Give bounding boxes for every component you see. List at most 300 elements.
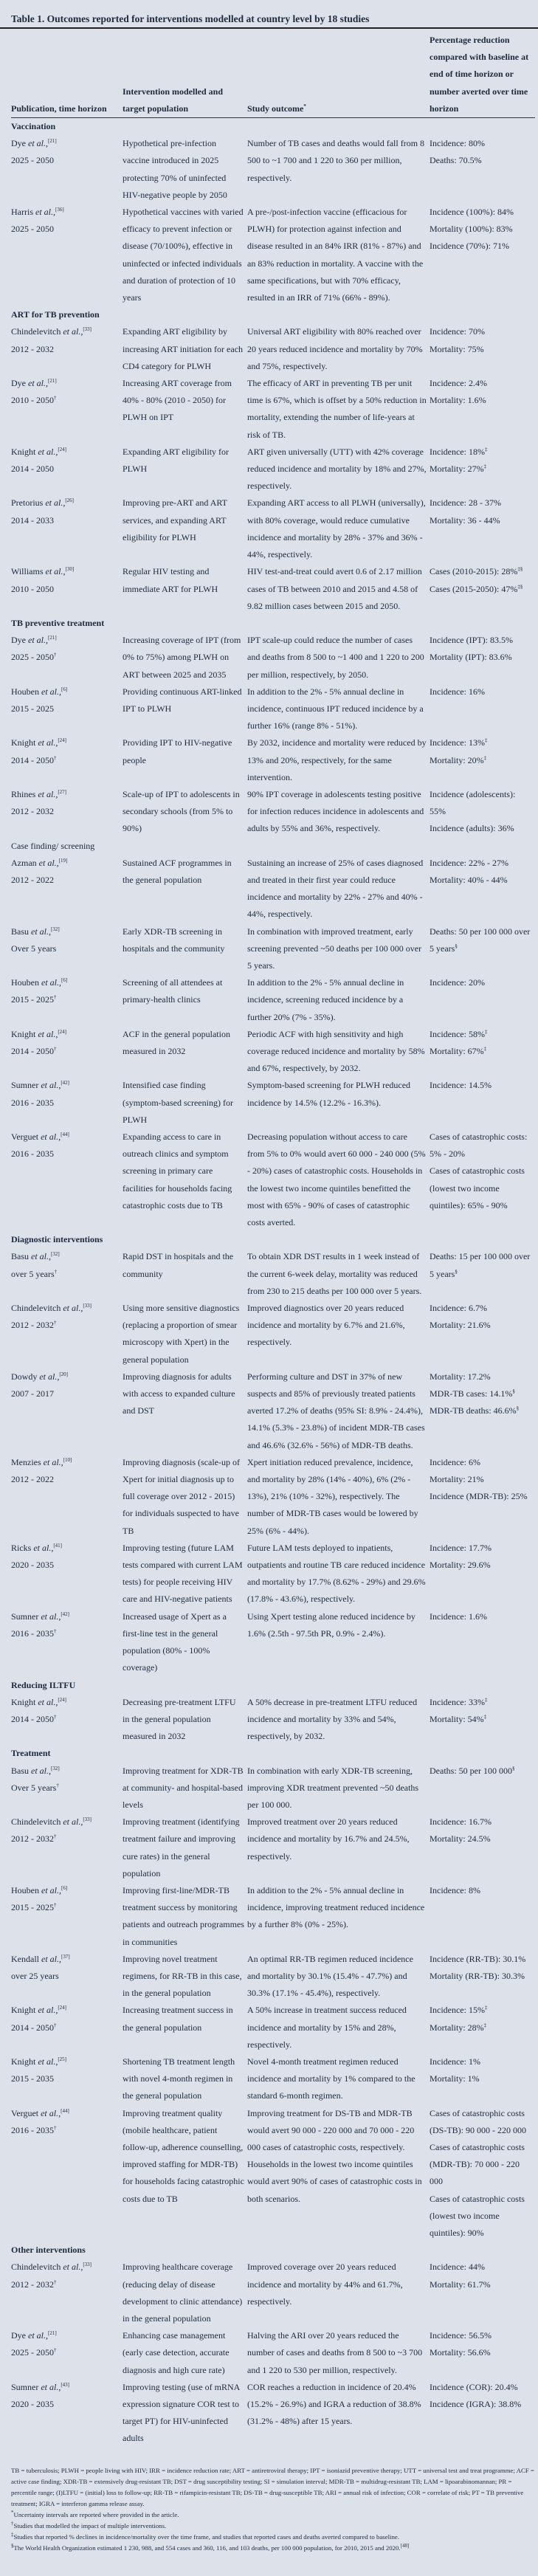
et-al: et al., <box>28 2330 48 2341</box>
intervention-cell: Intensified case finding (symptom-based screening) for PLWH <box>123 1080 233 1125</box>
intervention-cell: Increasing coverage of IPT (from 0% to 75%) among PLWH on ART between 2025 and 2035 <box>123 635 241 680</box>
reduction-text: Mortality: 40% - 44% <box>430 874 508 885</box>
time-horizon <box>11 752 120 769</box>
reduction-item <box>430 1763 532 1780</box>
section-heading: TB preventive treatment <box>11 617 105 628</box>
intervention-cell: Expanding ART eligibility by increasing ART initiation for each CD4 category for PLWH <box>123 326 244 371</box>
reduction-text: Cases of catastrophic costs (DS-TB): 90 000 - 220 000 <box>430 2107 526 2135</box>
table-row <box>11 632 535 683</box>
time-horizon <box>11 649 120 666</box>
author-name: Sumner <box>11 1611 39 1622</box>
footnote-mark: ‡ <box>483 2022 487 2028</box>
intervention-cell: Increasing treatment success in the general population <box>123 2005 233 2033</box>
author-name: Chindelevitch <box>11 1816 61 1828</box>
reduction-item <box>430 495 532 512</box>
footnote <box>11 2510 535 2521</box>
reduction-cell <box>430 1300 535 1368</box>
reduction-item <box>430 341 532 358</box>
et-al: et al., <box>31 1251 51 1262</box>
outcome-cell: A 50% decrease in pre-treatment LTFU reduced incidence and mortality by 33% and 54%, respectively, by 2032. <box>247 1696 418 1742</box>
reduction-text: Incidence: 18% <box>430 446 485 457</box>
reduction-text: Mortality (RR-TB): 30.3% <box>430 1970 525 1981</box>
time-horizon-text: 2014 - 2050 <box>11 1045 54 1056</box>
section-heading: Diagnostic interventions <box>11 1234 103 1245</box>
et-al: et al., <box>38 446 58 457</box>
time-horizon <box>11 2396 120 2413</box>
et-al: et al., <box>63 1816 83 1828</box>
reduction-text: Mortality: 27% <box>430 464 484 475</box>
reference-number: [24] <box>58 446 67 452</box>
time-horizon <box>11 1625 120 1642</box>
footnote-mark: † <box>54 2279 57 2285</box>
reduction-cell <box>430 444 535 495</box>
reduction-text: Mortality (IPT): 83.6% <box>430 652 512 663</box>
reduction-item <box>430 1968 532 1985</box>
table-row <box>11 1454 535 1540</box>
author-name: Menzies <box>11 1456 41 1467</box>
section-heading: Reducing ILTFU <box>11 1679 76 1690</box>
reduction-item <box>430 2070 532 2087</box>
publication-cell <box>11 204 123 306</box>
reduction-item <box>430 152 532 169</box>
footnote-symbol: § <box>11 2542 14 2549</box>
reduction-text: Mortality: 20% <box>430 754 484 765</box>
publication-cell <box>11 375 123 444</box>
reduction-item <box>430 752 532 769</box>
reference-number: [42] <box>61 1611 70 1617</box>
footnote-mark: † <box>54 2022 57 2028</box>
reduction-text: Incidence: 6.7% <box>430 1303 487 1314</box>
footnote-mark: ‡§ <box>517 583 523 590</box>
reduction-item <box>430 2327 532 2344</box>
reduction-item <box>430 1385 532 1402</box>
outcome-cell: Decreasing population without access to care from 5% to 0% would avert 60 000 - 240 000 (5% - 20%) cases of catastrophic costs. Households in the lowest two income quintiles benefitted the most with 65% - 90% of cases of catastrophic costs averted. <box>247 1132 426 1228</box>
reduction-item <box>430 2191 532 2242</box>
intervention-cell: Sustained ACF programmes in the general population <box>123 857 232 885</box>
reduction-cell <box>430 1882 535 1951</box>
publication-author-line <box>11 1540 120 1557</box>
time-horizon <box>11 221 120 238</box>
reference-number: [24] <box>58 737 67 744</box>
reduction-text: Deaths: 50 per 100 000 <box>430 1765 512 1776</box>
time-horizon-text: 2015 - 2035 <box>11 2073 54 2084</box>
publication-cell <box>11 2379 123 2448</box>
publication-author-line <box>11 1763 120 1780</box>
publication-author-line <box>11 2327 120 2344</box>
footnote-text: TB = tuberculosis; PLWH = people living with HIV; IRR = incidence reduction rate; ART = antiretroviral therapy; IPT = isoniazid preventive therapy; UTT = universal test and treat programme; ACF = active case finding; XDR-TB = extensively drug-resistant TB; DST = drug susceptibility testing; SI = simulation interval; MDR-TB = multidrug-resistant TB; LAM = lipoarabinomannan; PR = percentile range; (I)LTFU = (initial) loss to follow-up; RR-TB = rifampicin-resistant TB; DS-TB = drug-susceptible TB; ARI = annual risk of infection; COR = correlate of risk; PT = TB preventive treatment; IGRA = interferon gamma release assay. <box>11 2466 534 2507</box>
reduction-text: Incidence (adolescents): 55% <box>430 788 516 817</box>
et-al: et al., <box>38 1696 58 1707</box>
table-title: Table 1. Outcomes reported for interventions modelled at country level by 18 studies <box>0 9 538 29</box>
et-al: et al., <box>38 1028 58 1039</box>
reference-number: [21] <box>48 138 57 145</box>
reduction-text: Incidence: 28 - 37% <box>430 497 501 509</box>
outcome-cell: In addition to the 2% - 5% annual decline in incidence, improving treatment reduced incidence by a further 8% (0% - 25%). <box>247 1884 425 1930</box>
publication-cell <box>11 563 123 615</box>
footnote-mark: † <box>54 2347 57 2354</box>
reduction-text: Mortality: 56.6% <box>430 2347 491 2358</box>
time-horizon <box>11 1317 120 1334</box>
outcome-cell: By 2032, incidence and mortality were reduced by 13% and 20%, respectively, for the same intervention. <box>247 737 427 782</box>
reduction-text: Incidence: 16.7% <box>430 1816 492 1828</box>
reduction-item <box>430 1043 532 1060</box>
reduction-cell <box>430 2002 535 2053</box>
table-row <box>11 1077 535 1129</box>
author-name: Houben <box>11 977 39 988</box>
outcome-cell: Improved diagnostics over 20 years reduced incidence and mortality by 6.7% and 21.6%, respectively. <box>247 1303 405 1348</box>
publication-author-line <box>11 734 120 751</box>
publication-cell <box>11 1814 123 1882</box>
reduction-cell <box>430 974 535 1026</box>
reduction-text: Mortality: 1% <box>430 2073 480 2084</box>
table-header-row <box>11 29 535 118</box>
reduction-cell <box>430 1814 535 1882</box>
table-row <box>11 2259 535 2327</box>
reduction-cell <box>430 1540 535 1608</box>
reference-number: [43] <box>61 2381 70 2388</box>
reduction-text: Incidence: 80% <box>430 138 485 149</box>
intervention-cell: Improving testing (use of mRNA expression signature COR test to target PT) for HIV-uninfected adults <box>123 2381 240 2444</box>
et-al: et al., <box>43 1456 63 1467</box>
footnote-symbol: ‡ <box>11 2531 14 2538</box>
intervention-cell: Improving diagnosis (scale-up of Xpert for initial diagnosis up to full coverage over 2012 - 2015) for individuals suspected to have TB <box>123 1456 240 1536</box>
publication-author-line <box>11 974 120 991</box>
reduction-cell <box>430 375 535 444</box>
time-horizon-text: 2016 - 2035 <box>11 2124 54 2135</box>
intervention-cell: Improving healthcare coverage (reducing delay of disease development to clinic attendance) in the general population <box>123 2262 243 2324</box>
outcome-cell: Improved treatment over 20 years reduced incidence and mortality by 16.7% and 24.5%, respectively. <box>247 1816 410 1862</box>
intervention-cell: Screening of all attendees at primary-health clinics <box>123 977 223 1005</box>
footnote-text: Studies that modelled the impact of multiple interventions. <box>13 2521 167 2529</box>
table-row <box>11 1129 535 1231</box>
outcome-cell: Performing culture and DST in 37% of new suspects and 85% of previously treated patients averted 17.2% of deaths (95% SI: 8.9% - 24.4%), 14.1% (5.3% - 23.8%) of incident MDR-TB cases and 46.6% (32.6% - 56%) of MDR-TB deaths. <box>247 1371 425 1450</box>
publication-cell <box>11 1368 123 1454</box>
reduction-cell <box>430 1694 535 1746</box>
publication-cell <box>11 495 123 563</box>
publication-author-line <box>11 1300 120 1317</box>
et-al: et al., <box>41 686 61 697</box>
publication-cell <box>11 323 123 375</box>
reduction-text: Cases of catastrophic costs (lowest two income quintiles): 65% - 90% <box>430 1165 525 1210</box>
time-horizon-text: 2014 - 2050 <box>11 2022 54 2033</box>
publication-author-line <box>11 2002 120 2019</box>
reduction-item <box>430 1831 532 1847</box>
reduction-item <box>430 1317 532 1334</box>
reference-number: [33] <box>83 1303 92 1309</box>
reduction-item <box>430 923 532 957</box>
reduction-item <box>430 2379 532 2396</box>
reduction-item <box>430 1402 532 1419</box>
reduction-text: Cases of catastrophic costs (lowest two income quintiles): 90% <box>430 2193 525 2238</box>
publication-cell <box>11 683 123 735</box>
publication-author-line <box>11 1694 120 1711</box>
time-horizon <box>11 1095 120 1112</box>
time-horizon-text: 2016 - 2035 <box>11 1628 54 1639</box>
footnote-mark: § <box>455 943 458 949</box>
intervention-cell: Improving novel treatment regimens, for RR-TB in this case, in the general population <box>123 1953 242 1999</box>
time-horizon <box>11 1968 120 1985</box>
reduction-item <box>430 1608 532 1625</box>
time-horizon-text: 2010 - 2050 <box>11 395 54 406</box>
table-row <box>11 2327 535 2379</box>
et-al: et al., <box>28 138 48 149</box>
publication-cell <box>11 786 123 838</box>
intervention-cell: Providing IPT to HIV-negative people <box>123 737 232 765</box>
reduction-text: Mortality: 17.2% <box>430 1371 491 1382</box>
table-row <box>11 786 535 838</box>
reduction-text: Mortality: 75% <box>430 343 484 354</box>
publication-author-line <box>11 1882 120 1899</box>
footnote-mark: † <box>54 652 57 658</box>
time-horizon <box>11 392 120 409</box>
footnote-mark: ‡ <box>483 464 487 470</box>
reduction-text: Cases (2010-2015): 28% <box>430 566 518 577</box>
time-horizon <box>11 2070 120 2087</box>
footnote-mark: † <box>54 994 57 1001</box>
reference-number: [21] <box>48 2330 57 2337</box>
time-horizon <box>11 1146 120 1163</box>
time-horizon-text: 2012 - 2022 <box>11 874 54 885</box>
time-horizon <box>11 341 120 358</box>
table-row <box>11 1763 535 1814</box>
et-al: et al., <box>41 977 61 988</box>
intervention-cell: Scale-up of IPT to adolescents in secondary schools (from 5% to 90%) <box>123 788 240 834</box>
reduction-text: Mortality: 21% <box>430 1474 484 1485</box>
et-al: et al., <box>41 1884 61 1895</box>
reduction-text: Incidence (RR-TB): 30.1% <box>430 1953 526 1964</box>
reduction-text: Incidence (MDR-TB): 25% <box>430 1491 528 1502</box>
footnote-mark: ‡ <box>483 1713 487 1720</box>
footnote-mark: † <box>54 2124 57 2131</box>
et-al: et al., <box>41 1953 61 1964</box>
time-horizon <box>11 872 120 889</box>
author-name: Basu <box>11 1251 29 1262</box>
outcome-cell: Novel 4-month treatment regimen reduced incidence and mortality by 1% compared to the standard 6-month regimen. <box>247 2056 415 2101</box>
footnote-mark: ‡ <box>484 446 488 452</box>
reduction-item <box>430 2276 532 2293</box>
et-al: et al., <box>63 326 83 337</box>
time-horizon <box>11 1043 120 1060</box>
intervention-cell: Improving treatment for XDR-TB at community- and hospital-based levels <box>123 1765 244 1810</box>
reduction-cell <box>430 923 535 975</box>
author-name: Houben <box>11 1884 39 1895</box>
reduction-item <box>430 974 532 991</box>
reduction-cell <box>430 2053 535 2105</box>
reference-number: [44] <box>61 1132 69 1137</box>
reduction-cell <box>430 1454 535 1540</box>
footnote <box>11 2543 535 2554</box>
reference-number: [24] <box>58 2005 67 2011</box>
time-horizon <box>11 991 120 1008</box>
reduction-item <box>430 2002 532 2019</box>
publication-cell <box>11 1454 123 1540</box>
time-horizon-text: 2014 - 2050 <box>11 754 54 765</box>
time-horizon-text: 2015 - 2025 <box>11 703 54 714</box>
reduction-text: Deaths: 70.5% <box>430 155 482 166</box>
publication-cell <box>11 135 123 204</box>
reduction-item <box>430 1300 532 1317</box>
reduction-item <box>430 392 532 409</box>
author-name: Verguet <box>11 2107 39 2118</box>
table-row <box>11 563 535 615</box>
table-row <box>11 323 535 375</box>
table-row <box>11 2105 535 2242</box>
reduction-text: Incidence: 13% <box>430 737 485 748</box>
intervention-cell: Improving pre-ART and ART services, and expanding ART eligibility for PLWH <box>123 497 227 543</box>
publication-author-line <box>11 632 120 649</box>
footnote-mark: ‡ <box>484 2005 488 2011</box>
reduction-text: Incidence: 70% <box>430 326 485 337</box>
time-horizon <box>11 581 120 598</box>
author-name: Knight <box>11 737 36 748</box>
time-horizon <box>11 1831 120 1847</box>
intervention-cell: Hypothetical pre-infection vaccine introduced in 2025 protecting 70% of uninfected HIV-negative people by 2050 <box>123 138 227 200</box>
table-row <box>11 375 535 444</box>
reduction-text: MDR-TB deaths: 46.6% <box>430 1405 517 1416</box>
reduction-cell <box>430 786 535 838</box>
reference-number: [37] <box>61 1953 70 1960</box>
section-row <box>11 1231 535 1248</box>
publication-cell <box>11 1694 123 1746</box>
outcome-cell: Halving the ARI over 20 years reduced the number of cases and deaths from 8 500 to ~3 700 and 1 220 to 530 per million, respectively. <box>247 2330 423 2375</box>
reference-number: [27] <box>58 788 67 795</box>
publication-cell <box>11 2327 123 2379</box>
intervention-cell: Improving testing (future LAM tests compared with current LAM tests) for people receiving HIV care and HIV-negative patients <box>123 1542 243 1605</box>
author-name: Williams <box>11 566 44 577</box>
table-row <box>11 1814 535 1882</box>
intervention-cell: Using more sensitive diagnostics (replacing a proportion of smear microscopy with Xpert) in the general population <box>123 1303 240 1365</box>
table-body <box>11 118 535 2448</box>
reduction-cell <box>430 135 535 204</box>
et-al: et al., <box>45 497 66 509</box>
outcome-cell: In combination with improved treatment, early screening prevented ~50 deaths per 100 000 over 5 years. <box>247 926 422 971</box>
footnote-mark: ‡§ <box>517 566 523 573</box>
publication-author-line <box>11 1814 120 1831</box>
reduction-text: Incidence: 33% <box>430 1696 485 1707</box>
footnote <box>11 2521 535 2532</box>
intervention-cell: Increasing ART coverage from 40% - 80% (2010 - 2050) for PLWH on IPT <box>123 378 232 423</box>
table-row <box>11 1882 535 1951</box>
reduction-text: Mortality: 1.6% <box>430 395 486 406</box>
intervention-cell: Expanding ART eligibility for PLWH <box>123 446 230 475</box>
footnote-mark: † <box>54 754 57 761</box>
time-horizon-text: 2025 - 2050 <box>11 224 54 235</box>
time-horizon <box>11 2122 120 2139</box>
footnote-mark: § <box>511 1765 515 1771</box>
footnote-mark: † <box>54 395 57 402</box>
reduction-item <box>430 512 532 529</box>
reference-number: [24] <box>58 1028 67 1035</box>
reduction-cell <box>430 855 535 923</box>
reduction-text: Incidence (70%): 71% <box>430 241 509 252</box>
author-name: Pretorius <box>11 497 44 509</box>
reduction-text: Cases (2015-2050): 47% <box>430 583 518 594</box>
time-horizon-text: 2025 - 2050 <box>11 2347 54 2358</box>
reference-number: [33] <box>83 326 92 333</box>
publication-author-line <box>11 855 120 872</box>
et-al: et al., <box>45 566 66 577</box>
publication-cell <box>11 1300 123 1368</box>
intervention-cell: Shortening TB treatment length with novel 4-month regimen in the general population <box>123 2056 235 2101</box>
reduction-text: Deaths: 15 per 100 000 over 5 years <box>430 1251 531 1279</box>
reference-number: [44] <box>61 2107 69 2114</box>
reduction-item <box>430 563 532 580</box>
reduction-text: Incidence (IPT): 83.5% <box>430 635 513 646</box>
reduction-cell <box>430 1608 535 1677</box>
publication-author-line <box>11 323 120 340</box>
footnote-mark: § <box>516 1405 520 1412</box>
outcome-cell: Symptom-based screening for PLWH reduced incidence by 14.5% (12.2% - 16.3%). <box>247 1080 411 1108</box>
publication-author-line <box>11 2105 120 2122</box>
footnote-mark: † <box>54 1320 57 1326</box>
time-horizon-text: 2020 - 2035 <box>11 1560 54 1571</box>
reduction-cell <box>430 632 535 683</box>
publication-author-line <box>11 1248 120 1265</box>
et-al: et al., <box>28 378 48 389</box>
reduction-text: Incidence: 1.6% <box>430 1611 487 1622</box>
footnote-mark: ‡ <box>483 754 487 761</box>
time-horizon-text: 2012 - 2032 <box>11 343 54 354</box>
author-name: Basu <box>11 1765 29 1776</box>
reduction-item <box>430 1077 532 1094</box>
footnote-mark: † <box>56 1782 59 1788</box>
time-horizon <box>11 1471 120 1488</box>
reduction-item <box>430 1694 532 1711</box>
reference-number: [42] <box>61 1080 70 1086</box>
table-row <box>11 1248 535 1300</box>
outcome-cell: IPT scale-up could reduce the number of cases and deaths from 8 500 to ~1 400 and 1 220 to 200 per million, respectively, by 2050. <box>247 635 424 680</box>
author-name: Ricks <box>11 1542 32 1553</box>
et-al: et al., <box>41 1080 61 1091</box>
reference-number: [32] <box>51 926 60 932</box>
et-al: et al., <box>41 1132 61 1142</box>
reduction-item <box>430 1814 532 1831</box>
reduction-text: Mortality: 29.6% <box>430 1560 491 1571</box>
reduction-text: Incidence: 14.5% <box>430 1080 492 1091</box>
et-al: et al., <box>38 857 59 868</box>
reference-number: [24] <box>58 1696 67 1703</box>
time-horizon <box>11 1780 120 1797</box>
time-horizon-text: 2025 - 2050 <box>11 155 54 166</box>
reduction-item <box>430 2344 532 2361</box>
table-row <box>11 495 535 563</box>
reduction-cell <box>430 1951 535 2002</box>
reduction-item <box>430 2139 532 2191</box>
time-horizon <box>11 1266 120 1283</box>
publication-cell <box>11 855 123 923</box>
footnote-mark: † <box>54 1833 57 1840</box>
et-al: et al., <box>41 2107 61 2118</box>
time-horizon-text: 2014 - 2050 <box>11 464 54 475</box>
subsection-heading: Case finding/ screening <box>11 840 95 851</box>
outcome-cell: An optimal RR-TB regimen reduced incidence and mortality by 30.1% (15.4% - 47.7%) and 30.3% (17.1% - 45.4%), respectively. <box>247 1953 413 1999</box>
reduction-text: Mortality: 21.6% <box>430 1320 491 1331</box>
author-name: Verguet <box>11 1132 39 1142</box>
et-al: et al., <box>39 1371 60 1382</box>
reduction-item <box>430 2105 532 2139</box>
footnote-mark: † <box>54 1268 58 1275</box>
reduction-item <box>430 221 532 238</box>
outcome-cell: In addition to the 2% - 5% annual decline in incidence, continuous IPT reduced incidence by a further 16% (range 8% - 51%). <box>247 686 424 731</box>
author-name: Knight <box>11 2056 36 2067</box>
header-reduction: Percentage reduction compared with baseline at end of time horizon or number averted over time horizon <box>430 35 529 114</box>
footnote-mark: ‡ <box>483 1045 487 1052</box>
table-row <box>11 444 535 495</box>
publication-cell <box>11 923 123 975</box>
publication-cell <box>11 1540 123 1608</box>
time-horizon-text: over 5 years <box>11 1268 55 1279</box>
author-name: Chindelevitch <box>11 2262 61 2273</box>
